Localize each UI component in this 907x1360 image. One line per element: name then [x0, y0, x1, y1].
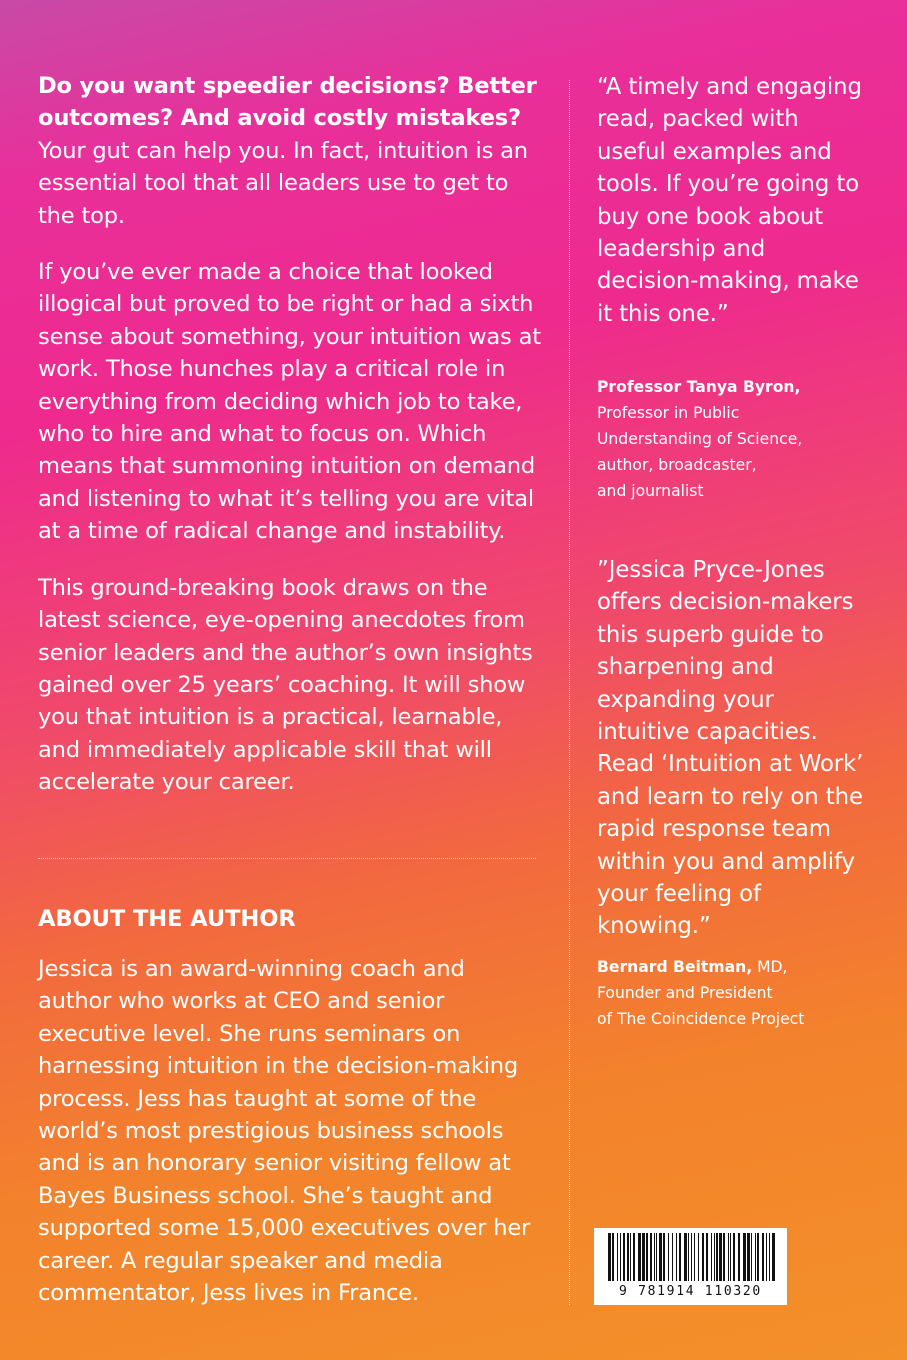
barcode-bar	[747, 1233, 750, 1281]
barcode-bar	[714, 1233, 715, 1281]
barcode-bar	[706, 1233, 708, 1281]
endorser-role-line: Understanding of Science,	[597, 430, 803, 448]
barcode-bar	[654, 1233, 655, 1281]
barcode-bar	[698, 1233, 699, 1281]
endorser-role-line: of The Coincidence Project	[597, 1010, 805, 1028]
intro-text: Your gut can help you. In fact, intuition is an essential tool that all leaders use to get to the top.	[38, 137, 528, 229]
column-divider	[569, 80, 570, 1305]
barcode-bar	[738, 1233, 740, 1281]
barcode-bar	[672, 1233, 673, 1281]
barcode-bar	[617, 1233, 618, 1281]
barcode-bar	[608, 1233, 611, 1281]
barcode-bar	[646, 1233, 648, 1281]
barcode-bar	[691, 1233, 692, 1281]
barcode-bar	[627, 1233, 629, 1281]
blurb-column	[38, 70, 543, 799]
about-author-heading: ABOUT THE AUTHOR	[38, 906, 296, 932]
barcode-bar	[650, 1233, 652, 1281]
barcode-bar	[638, 1233, 641, 1281]
barcode-bar	[612, 1233, 614, 1281]
barcode-bar	[623, 1233, 625, 1281]
barcode-bar	[663, 1233, 665, 1281]
endorser-credential: MD,	[752, 958, 788, 976]
barcode-bar	[728, 1233, 729, 1281]
barcode-bar	[766, 1233, 767, 1281]
barcode-bar	[659, 1233, 662, 1281]
intro-bold-text: Do you want speedier decisions? Better outcomes? And avoid costly mistakes?	[38, 73, 537, 132]
endorser-name-2: Bernard Beitman,	[597, 958, 753, 976]
endorser-role-line: Founder and President	[597, 984, 773, 1002]
endorsement-attribution-1	[597, 374, 869, 504]
barcode-bar	[762, 1233, 764, 1281]
intro-paragraph	[38, 70, 543, 232]
barcode-bar	[769, 1233, 770, 1281]
barcode-bar	[723, 1233, 725, 1281]
endorser-role-line: author, broadcaster,	[597, 456, 757, 474]
endorsement-attribution-2	[597, 954, 869, 1032]
barcode-bar	[730, 1233, 731, 1281]
endorsement-quote-1: “A timely and engaging read, packed with useful examples and tools. If you’re going to buy one book about leadership and decision-making, make it this one.”	[597, 74, 862, 327]
barcode-bar	[694, 1233, 695, 1281]
barcode-bar	[719, 1233, 722, 1281]
barcode-bar	[656, 1233, 657, 1281]
barcode-bar	[743, 1233, 746, 1281]
barcode-bar	[711, 1233, 712, 1281]
isbn-number: 9 781914 110320	[619, 1284, 762, 1299]
barcode-bar	[684, 1233, 687, 1281]
barcode-bar	[620, 1233, 621, 1281]
barcode-bar	[668, 1233, 669, 1281]
barcode-bar	[642, 1233, 645, 1281]
barcode-bar	[757, 1233, 759, 1281]
barcode-bar	[772, 1233, 775, 1281]
barcode-bar	[702, 1233, 704, 1281]
barcode-bar	[755, 1233, 756, 1281]
barcode-bar	[716, 1233, 718, 1281]
barcode-bar	[676, 1233, 677, 1281]
section-divider	[38, 858, 536, 859]
paragraph-book-description: This ground-breaking book draws on the latest science, eye-opening anecdotes from senior leaders and the author’s own insights gained over 25 years’ coaching. It will show you that intuition is a practical, learnable, and immediately applicable skill that will accelerate your career.	[38, 574, 533, 796]
barcode-bar	[688, 1233, 689, 1281]
barcode-bar	[630, 1233, 631, 1281]
endorser-role-line: Professor in Public	[597, 404, 740, 422]
paragraph-intuition-at-work: If you’ve ever made a choice that looked illogical but proved to be right or had a sixth sense about something, your intuition was at work. Those hunches play a critical role in everything from deciding which job to take, who to hire and what to focus on. Which means that summoning intuition on demand and listening to what it’s telling you are vital at a time of radical change and instability.	[38, 259, 541, 545]
barcode-bar	[733, 1233, 735, 1281]
barcode-bar	[751, 1233, 752, 1281]
barcode-bar	[679, 1233, 681, 1281]
endorser-role-line: and journalist	[597, 482, 704, 500]
about-author-text: Jessica is an award-winning coach and author who works at CEO and senior executive level. She runs seminars on harnessing intuition in the decision-making process. Jess has taught at some of the world’s most prestigious business schools and is an honorary senior visiting fellow at Bayes Business school. She’s taught and supported some 15,000 executives over her career. A regular speaker and media commentator, Jess lives in France.	[38, 956, 531, 1307]
isbn-barcode	[594, 1228, 787, 1305]
barcode-bars	[594, 1228, 787, 1284]
barcode-bar	[633, 1233, 635, 1281]
endorsement-quote-2: ”Jessica Pryce-Jones offers decision-makers this superb guide to sharpening and expanding your intuitive capacities. Read ‘Intuition at Work’ and learn to rely on the rapid response team within you and amplify your feeling of knowing.”	[597, 557, 864, 940]
endorser-name-1: Professor Tanya Byron,	[597, 378, 801, 396]
